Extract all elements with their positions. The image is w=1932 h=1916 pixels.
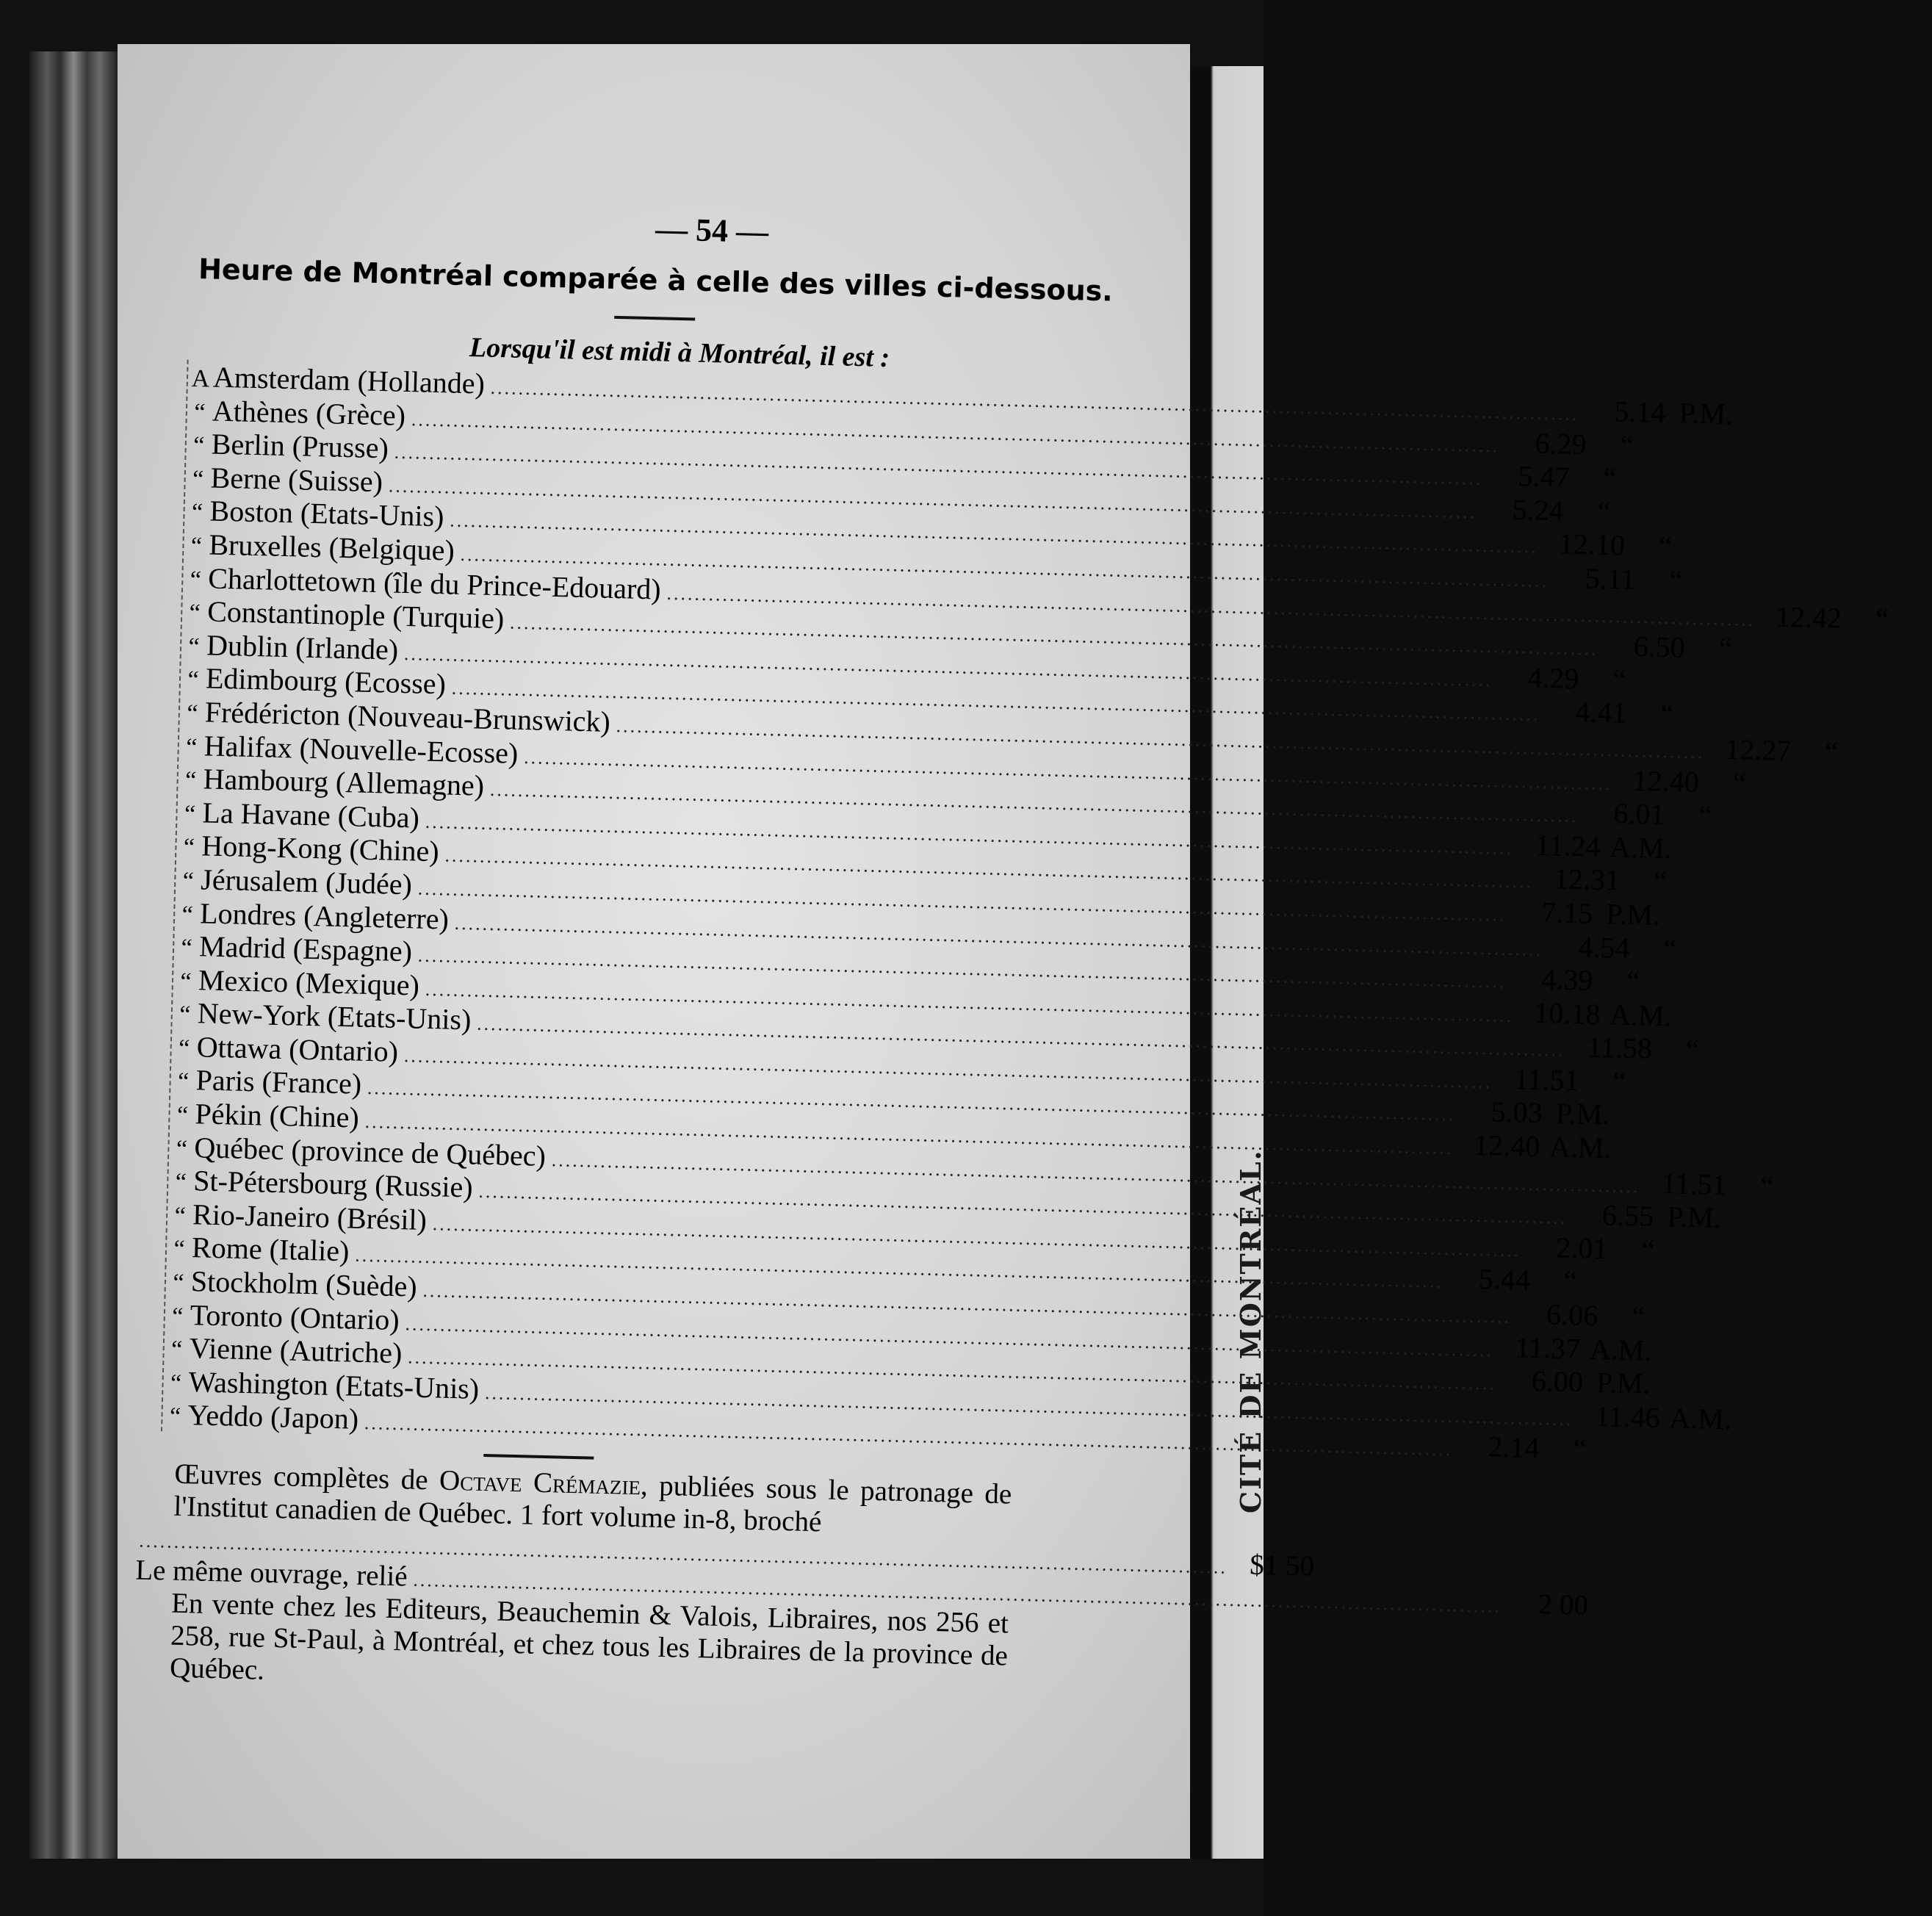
local-time: 10.18: [1533, 995, 1601, 1031]
local-time: 5.03: [1491, 1095, 1543, 1130]
city-name: La Havane (Cuba): [202, 796, 420, 835]
row-prefix: “: [173, 1236, 186, 1264]
local-time: 2.01: [1555, 1231, 1609, 1266]
time-period: “: [1631, 1300, 1646, 1333]
time-period: “: [1685, 1033, 1700, 1067]
row-prefix: “: [177, 1068, 190, 1096]
local-time: 12.40: [1473, 1128, 1540, 1164]
row-prefix: “: [170, 1369, 182, 1397]
time-period: A.M.: [1589, 1332, 1652, 1367]
city-name: Edimbourg (Ecosse): [205, 661, 447, 701]
row-prefix: “: [175, 1168, 187, 1197]
city-name: Washington (Etats-Unis): [188, 1364, 480, 1405]
row-prefix: “: [184, 800, 196, 828]
city-name: Athènes (Grèce): [212, 394, 406, 432]
city-name: Vienne (Autriche): [189, 1331, 403, 1370]
row-prefix: “: [191, 499, 203, 527]
relie-label: Le même ouvrage, relié: [134, 1554, 408, 1593]
time-period: “: [1824, 735, 1839, 768]
book-spine: [29, 51, 118, 1859]
row-prefix: “: [170, 1336, 183, 1364]
time-period: “: [1620, 428, 1634, 462]
row-prefix: “: [186, 699, 198, 728]
heading-rule: [614, 316, 695, 321]
time-period: “: [1641, 1233, 1655, 1267]
local-time: 2.14: [1488, 1430, 1540, 1465]
city-name: Rio-Janeiro (Brésil): [192, 1198, 428, 1236]
city-name: Pékin (Chine): [195, 1097, 360, 1134]
city-name: Hambourg (Allemagne): [203, 762, 485, 802]
page-heading: Heure de Montréal comparée à celle des villes ci-dessous.: [198, 253, 1114, 308]
row-prefix: “: [190, 532, 203, 561]
local-time: 5.14: [1613, 395, 1666, 429]
city-name: Berlin (Prusse): [211, 427, 389, 465]
price-broche: $1 50: [1249, 1549, 1315, 1582]
time-period: P.M.: [1606, 897, 1661, 932]
page-number: — 54 —: [655, 211, 769, 250]
facing-page-running-title: CITÉ DE MONTRÉAL.: [1234, 1149, 1267, 1513]
row-prefix: “: [174, 1202, 187, 1230]
time-period: “: [1668, 563, 1683, 597]
section-rule: [483, 1454, 594, 1460]
time-period: P.M.: [1666, 1200, 1722, 1235]
city-name: Madrid (Espagne): [198, 929, 413, 968]
advert-intro: Œuvres complètes de: [174, 1458, 440, 1497]
city-name: New-York (Etats-Unis): [197, 996, 472, 1037]
city-name: Toronto (Ontario): [190, 1297, 400, 1336]
row-prefix: “: [171, 1303, 184, 1330]
city-name: Mexico (Mexique): [198, 962, 420, 1002]
local-time: 4.29: [1527, 660, 1580, 695]
row-prefix: “: [193, 398, 206, 426]
row-prefix: “: [178, 1034, 190, 1062]
time-period: P.M.: [1679, 396, 1734, 431]
local-time: 5.11: [1585, 561, 1636, 596]
local-time: 6.50: [1633, 630, 1686, 664]
local-time: 6.00: [1531, 1364, 1584, 1399]
local-time: 6.55: [1601, 1198, 1654, 1233]
row-prefix: “: [181, 934, 193, 962]
city-name: St-Pétersbourg (Russie): [192, 1164, 474, 1204]
time-period: “: [1658, 530, 1673, 563]
local-time: 11.51: [1513, 1062, 1580, 1098]
local-time: 11.51: [1661, 1166, 1728, 1201]
time-period: “: [1612, 1065, 1626, 1098]
time-period: “: [1563, 1264, 1578, 1298]
row-prefix: “: [169, 1402, 181, 1431]
local-time: 4.41: [1574, 695, 1628, 730]
time-period: “: [1732, 766, 1747, 800]
local-time: 12.27: [1724, 732, 1792, 768]
local-time: 7.15: [1540, 895, 1594, 930]
time-period: “: [1602, 461, 1617, 495]
time-period: “: [1626, 964, 1640, 998]
local-time: 6.06: [1546, 1297, 1598, 1333]
advert-author: Octave Crémazie: [439, 1464, 641, 1502]
time-period: A.M.: [1609, 829, 1673, 865]
time-period: “: [1698, 799, 1713, 832]
local-time: 12.31: [1553, 862, 1621, 897]
local-time: 6.01: [1613, 796, 1666, 832]
row-prefix: “: [179, 968, 192, 995]
row-prefix: “: [187, 666, 199, 694]
local-time: 5.24: [1512, 492, 1565, 527]
time-period: A.M.: [1549, 1130, 1612, 1165]
city-name: Dublin (Irlande): [206, 628, 399, 666]
row-prefix: A: [191, 364, 210, 393]
city-name: Jérusalem (Judée): [200, 862, 413, 901]
time-period: “: [1760, 1168, 1774, 1203]
city-name: Rome (Italie): [191, 1231, 350, 1268]
price-relie: 2 00: [1538, 1588, 1589, 1621]
advert-details: , publiées sous le patronage de l'Institut canadien de Québec. 1 fort volume in-8, broché: [173, 1469, 1012, 1538]
city-name: Berne (Suisse): [210, 461, 383, 499]
city-name: Stockholm (Suède): [190, 1264, 418, 1303]
local-time: 6.29: [1535, 426, 1587, 461]
city-name: Constantinople (Turquie): [206, 594, 505, 635]
city-name: Yeddo (Japon): [187, 1398, 359, 1436]
time-period: “: [1718, 631, 1733, 666]
sale-information: En vente chez les Editeurs, Beauchemin & Valois, Libraires, nos 256 et 258, rue St-Paul, à Montréal, et chez tous les Libraires de la province de Québec.: [169, 1587, 1009, 1686]
city-name: Paris (France): [195, 1063, 362, 1101]
local-time: 11.46: [1594, 1399, 1661, 1434]
local-time: 12.40: [1632, 763, 1700, 799]
table-subtitle: Lorsqu'il est midi à Montréal, il est :: [469, 332, 890, 374]
row-prefix: “: [188, 633, 201, 660]
row-prefix: “: [192, 465, 204, 494]
row-prefix: “: [184, 766, 197, 795]
time-period: P.M.: [1596, 1366, 1651, 1400]
city-name: Amsterdam (Hollande): [212, 360, 486, 400]
row-prefix: “: [189, 599, 201, 627]
city-name: Bruxelles (Belgique): [208, 527, 455, 567]
row-prefix: “: [185, 733, 198, 761]
time-period: “: [1875, 602, 1889, 635]
time-period: P.M.: [1555, 1096, 1610, 1131]
row-prefix: “: [179, 1001, 191, 1029]
time-period: “: [1612, 662, 1627, 696]
local-time: 4.54: [1577, 929, 1630, 965]
row-prefix: “: [176, 1101, 189, 1130]
local-time: 5.44: [1478, 1262, 1531, 1297]
time-period: “: [1660, 697, 1674, 731]
row-prefix: “: [172, 1269, 184, 1297]
row-prefix: “: [176, 1135, 188, 1163]
local-time: 4.39: [1540, 962, 1594, 997]
row-prefix: “: [182, 867, 195, 896]
row-prefix: “: [190, 566, 202, 594]
city-name: Québec (province de Québec): [193, 1130, 547, 1173]
city-name: Frédéricton (Nouveau-Brunswick): [204, 695, 611, 738]
row-prefix: “: [181, 901, 194, 929]
row-prefix: “: [192, 432, 205, 460]
row-prefix: “: [183, 834, 195, 862]
time-period: “: [1662, 932, 1677, 965]
local-time: 5.47: [1517, 459, 1570, 494]
city-name: Ottawa (Ontario): [196, 1030, 399, 1068]
city-name: Hong-Kong (Chine): [201, 829, 440, 868]
time-period: “: [1597, 494, 1611, 528]
local-time: 12.10: [1558, 527, 1626, 562]
time-period: “: [1653, 864, 1668, 898]
local-time: 11.24: [1535, 828, 1601, 863]
time-period: A.M.: [1609, 997, 1673, 1032]
time-period: A.M.: [1668, 1401, 1732, 1436]
local-time: 11.58: [1586, 1030, 1653, 1065]
local-time: 12.42: [1775, 599, 1842, 635]
advertisement: [133, 1457, 1589, 1704]
city-name: Charlottetown (île du Prince-Edouard): [207, 561, 662, 606]
time-period: “: [1573, 1432, 1587, 1466]
city-name: Boston (Etats-Unis): [209, 494, 444, 533]
local-time: 11.37: [1515, 1330, 1581, 1366]
city-name: Londres (Angleterre): [199, 896, 450, 936]
city-name: Halifax (Nouvelle-Ecosse): [203, 728, 519, 770]
